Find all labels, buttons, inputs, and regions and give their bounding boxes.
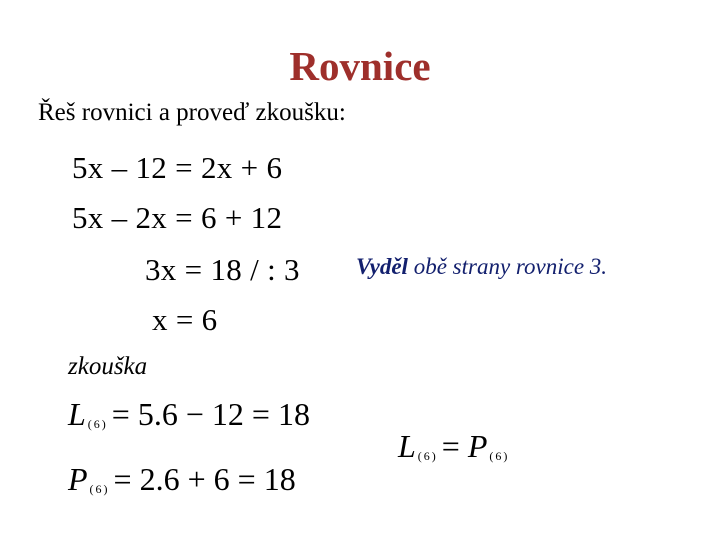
division-note-rest: obě strany rovnice 3.	[407, 254, 608, 279]
check-label: zkouška	[68, 353, 148, 380]
division-note	[356, 254, 607, 280]
slide-title-text: Rovnice	[289, 43, 431, 89]
right-side-check	[68, 463, 296, 495]
right-side-argument: (6)	[89, 482, 110, 496]
slide-title	[0, 42, 720, 90]
instruction-text: Řeš rovnici a proveď zkoušku:	[38, 99, 346, 126]
left-side-expression: = 5.6 − 12 = 18	[111, 396, 310, 432]
conclusion-left-argument: (6)	[417, 449, 438, 463]
equation-step-1: 5x – 12 = 2x + 6	[72, 150, 283, 185]
right-side-expression: = 2.6 + 6 = 18	[113, 461, 296, 497]
equation-step-4: x = 6	[152, 302, 218, 337]
conclusion-right-symbol: P	[467, 428, 488, 464]
equation-step-2: 5x – 2x = 6 + 12	[72, 200, 283, 235]
left-side-check	[68, 398, 310, 430]
equation-step-3: 3x = 18 / : 3	[145, 252, 300, 287]
right-side-symbol: P	[68, 461, 88, 497]
conclusion-left-symbol: L	[398, 428, 416, 464]
left-side-argument: (6)	[87, 417, 108, 431]
conclusion-equals-sign: =	[441, 428, 460, 464]
check-conclusion	[398, 430, 513, 462]
division-note-verb: Vyděl	[356, 254, 408, 279]
conclusion-right-argument: (6)	[489, 449, 510, 463]
left-side-symbol: L	[68, 396, 86, 432]
